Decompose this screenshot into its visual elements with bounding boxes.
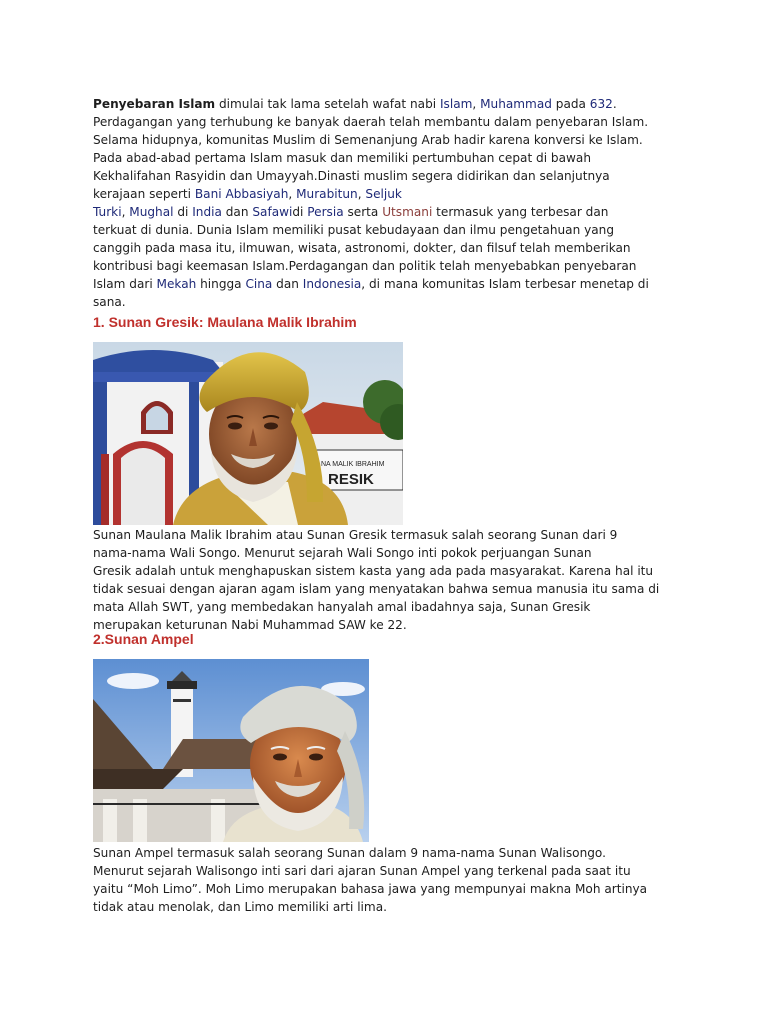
link-bani-abbasiyah[interactable]: Bani Abbasiyah	[194, 187, 289, 201]
link-murabitun[interactable]: Murabitun	[296, 187, 358, 201]
link-muhammad[interactable]: Muhammad	[480, 97, 552, 111]
sunan-ampel-text-3: yaitu “Moh Limo”. Moh Limo merupakan bahasa jawa yang mempunyai makna Moh artinya	[93, 882, 648, 896]
sunan-gresik-text-1: Sunan Maulana Malik Ibrahim atau Sunan Gresik termasuk salah seorang Sunan dari 9	[93, 528, 618, 542]
link-utsmani[interactable]: Utsmani	[382, 205, 433, 219]
link-india[interactable]: India	[192, 205, 222, 219]
sunan-gresik-text-3: Gresik adalah untuk menghapuskan sistem kasta yang ada pada masyarakat. Karena hal itu	[93, 564, 654, 578]
sunan-ampel-image	[93, 659, 369, 842]
sunan-ampel-text-2: Menurut sejarah Walisongo inti sari dari ajaran Sunan Ampel yang terkenal pada saat itu	[93, 864, 631, 878]
sign-text-top: NA MALIK IBRAHIM	[321, 461, 385, 468]
intro-line-5: Kekhalifahan Rasyidin dan Umayyah.Dinasti muslim segera didirikan dan selanjutnya	[93, 169, 610, 183]
intro-line-10: kontribusi bagi keemasan Islam.Perdagangan dan politik telah menyebabkan penyebaran	[93, 259, 637, 273]
term-penyebaran-islam: Penyebaran Islam	[93, 97, 216, 111]
sunan-gresik-text-6: merupakan keturunan Nabi Muhammad SAW ke 22.	[93, 618, 407, 632]
section-1-heading: 1. Sunan Gresik: Maulana Malik Ibrahim	[93, 314, 357, 330]
intro-line-11: Islam dari Mekah hingga Cina dan Indonesia, di mana komunitas Islam terbesar menetap di	[93, 277, 649, 291]
sign-text-bottom: RESIK	[328, 471, 374, 488]
intro-line-3: Selama hidupnya, komunitas Muslim di Semenanjung Arab hadir karena konversi ke Islam.	[93, 133, 643, 147]
intro-line-2: Perdagangan yang terhubung ke banyak daerah telah membantu dalam penyebaran Islam.	[93, 115, 649, 129]
sunan-gresik-text-2: nama-nama Wali Songo. Menurut sejarah Wali Songo inti pokok perjuangan Sunan	[93, 546, 592, 560]
intro-line-9: canggih pada masa itu, ilmuwan, wisata, astronomi, dokter, dan filsuf telah memberikan	[93, 241, 631, 255]
intro-line-1: Penyebaran Islam dimulai tak lama setelah wafat nabi Islam, Muhammad pada 632.	[93, 97, 617, 111]
link-mughal[interactable]: Mughal	[129, 205, 174, 219]
link-indonesia[interactable]: Indonesia	[302, 277, 362, 291]
sunan-ampel-text-4: tidak atau menolak, dan Limo memiliki arti lima.	[93, 900, 387, 914]
link-safawi[interactable]: Safawi	[252, 205, 293, 219]
sunan-gresik-text-4: tidak sesuai dengan ajaran agam islam yang menyatakan bahwa semua manusia itu sama di	[93, 582, 660, 596]
sunan-gresik-text-5: mata Allah SWT, yang membedakan hanyalah amal ibadahnya saja, Sunan Gresik	[93, 600, 591, 614]
link-632[interactable]: 632	[589, 97, 613, 111]
sunan-ampel-text-1: Sunan Ampel termasuk salah seorang Sunan dalam 9 nama-nama Sunan Walisongo.	[93, 846, 606, 860]
link-persia[interactable]: Persia	[307, 205, 344, 219]
link-seljuk[interactable]: Seljuk	[365, 187, 402, 201]
intro-line-6: kerajaan seperti Bani Abbasiyah, Murabitun, Seljuk	[93, 187, 402, 201]
link-islam[interactable]: Islam	[439, 97, 473, 111]
section-2-heading: 2.Sunan Ampel	[93, 631, 194, 647]
link-turki[interactable]: Turki	[93, 205, 122, 219]
intro-line-12: sana.	[93, 295, 126, 309]
intro-line-8: terkuat di dunia. Dunia Islam memiliki pusat kebudayaan dan ilmu pengetahuan yang	[93, 223, 614, 237]
intro-line-7: Turki, Mughal di India dan Safawidi Persia serta Utsmani termasuk yang terbesar dan	[93, 205, 609, 219]
sunan-gresik-image	[93, 342, 403, 525]
sunan-ampel-illustration	[93, 659, 369, 842]
sunan-gresik-illustration	[93, 342, 403, 525]
intro-line-4: Pada abad-abad pertama Islam masuk dan memiliki pertumbuhan cepat di bawah	[93, 151, 591, 165]
link-mekah[interactable]: Mekah	[156, 277, 197, 291]
link-cina[interactable]: Cina	[245, 277, 273, 291]
